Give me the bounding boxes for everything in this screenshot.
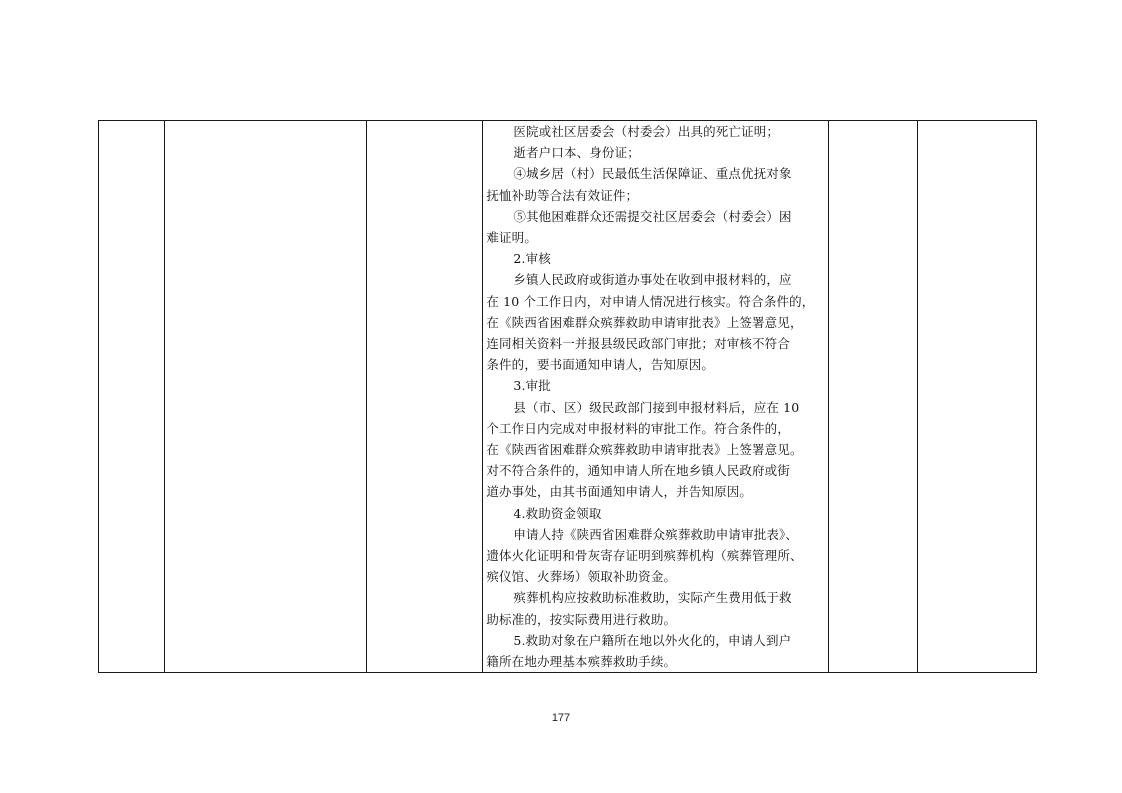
text-line: 道办事处，由其书面通知申请人，并告知原因。: [486, 484, 753, 500]
cell-column-5: [828, 121, 917, 673]
text-line: 乡镇人民政府或街道办事处在收到申报材料的，应: [513, 272, 792, 288]
table-row: [99, 121, 1037, 673]
text-line: 条件的，要书面通知申请人，告知原因。: [486, 357, 715, 373]
text-line: 逝者户口本、身份证；: [513, 145, 640, 161]
text-line: 申请人持《陕西省困难群众殡葬救助申请审批表》、: [513, 526, 799, 542]
text-line: ④城乡居（村）民最低生活保障证、重点优抚对象: [513, 166, 792, 182]
text-line: 个工作日内完成对申报材料的审批工作。符合条件的，: [486, 420, 790, 436]
text-line: 在《陕西省困难群众殡葬救助申请审批表》上签署意见。: [486, 442, 803, 458]
cell-column-6: [917, 121, 1036, 673]
document-table: [98, 120, 1037, 673]
text-line: 连同相关资料一并报县级民政部门审批；对审核不符合: [486, 336, 790, 352]
cell-column-2: [165, 121, 367, 673]
text-line: 籍所在地办理基本殡葬救助手续。: [486, 654, 677, 670]
procedure-content-cell: [483, 121, 828, 673]
procedure-text: [486, 121, 825, 672]
text-line: 助标准的，按实际费用进行救助。: [486, 611, 677, 627]
text-line: 5.救助对象在户籍所在地以外火化的，申请人到户: [513, 632, 792, 648]
text-line: 难证明。: [486, 230, 537, 246]
cell-column-1: [99, 121, 165, 673]
text-line: 4.救助资金领取: [513, 505, 602, 521]
text-line: 殡仪馆、火葬场）领取补助资金。: [486, 569, 677, 585]
text-line: ⑤其他困难群众还需提交社区居委会（村委会）困: [513, 208, 792, 224]
text-line: 抚恤补助等合法有效证件；: [486, 187, 639, 203]
text-line: 殡葬机构应按救助标准救助，实际产生费用低于救: [513, 590, 792, 606]
text-line: 3.审批: [513, 378, 551, 394]
text-line: 医院或社区居委会（村委会）出具的死亡证明；: [513, 124, 780, 139]
text-line: 对不符合条件的，通知申请人所在地乡镇人民政府或街: [486, 463, 790, 479]
page-number: 177: [551, 712, 571, 724]
text-line: 在《陕西省困难群众殡葬救助申请审批表》上签署意见，: [486, 314, 803, 330]
text-line: 县（市、区）级民政部门接到申报材料后，应在 10: [513, 399, 800, 415]
text-line: 在 10 个工作日内，对申请人情况进行核实。符合条件的，: [486, 293, 815, 309]
cell-column-3: [367, 121, 483, 673]
text-line: 2.审核: [513, 251, 551, 267]
text-line: 遗体火化证明和骨灰寄存证明到殡葬机构（殡葬管理所、: [486, 548, 803, 564]
